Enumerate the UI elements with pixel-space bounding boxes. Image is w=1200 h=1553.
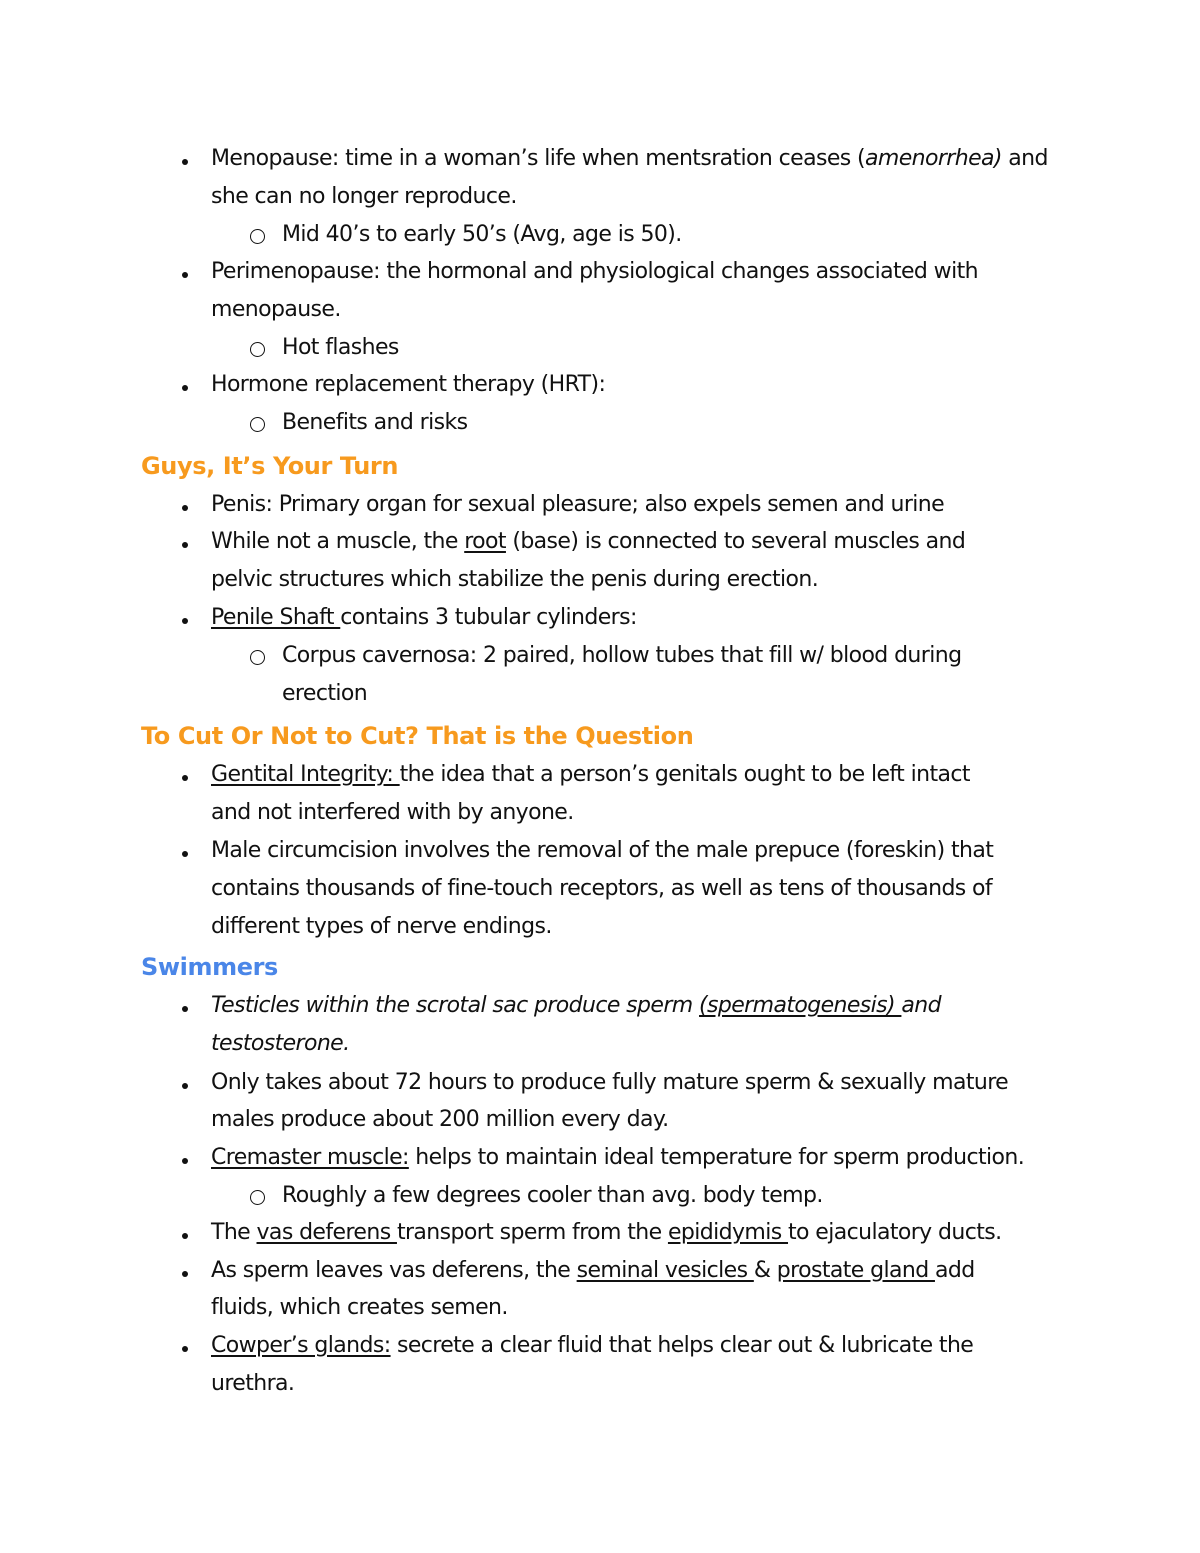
root-post: (base) is connected to several muscles and (505, 529, 966, 554)
cowpers-term: Cowper’s glands: (211, 1333, 391, 1358)
sperm-production-item: Only takes about 72 hours to produce fully mature sperm & sexually mature (211, 1070, 1009, 1095)
penile-shaft-term: Penile Shaft (211, 605, 341, 630)
testicles-line-2: testosterone. (211, 1031, 350, 1056)
bullet-icon (182, 618, 188, 624)
circumcision-item: Male circumcision involves the removal of the male prepuce (foreskin) that (211, 838, 994, 863)
cowpers-item (211, 1327, 973, 1365)
vas-deferens-term: vas deferens (256, 1220, 397, 1245)
bullet-icon (182, 775, 188, 781)
cremaster-item (211, 1139, 1024, 1177)
prostate-gland-term: prostate gland (776, 1258, 935, 1283)
testicles-pre: Testicles within the scrotal sac produce sperm (211, 993, 700, 1018)
cowpers-line-2: urethra. (211, 1371, 295, 1396)
root-item (211, 523, 965, 561)
hot-flashes-subitem: Hot flashes (282, 335, 399, 360)
circle-bullet-icon (250, 1190, 265, 1205)
testicles-post: and (901, 993, 942, 1018)
corpus-cavernosa-subitem: Corpus cavernosa: 2 paired, hollow tubes that fill w/ blood during (282, 643, 962, 668)
section-heading-cut: To Cut Or Not to Cut? That is the Question (141, 722, 694, 750)
genital-integrity-term: Gentital Integrity: (211, 762, 400, 787)
corpus-cavernosa-line-2: erection (282, 681, 368, 706)
genital-integrity-post: the idea that a person’s genitals ought to be left intact (399, 762, 970, 787)
cowpers-post: secrete a clear fluid that helps clear out & lubricate the (390, 1333, 974, 1358)
menopause-line-2: she can no longer reproduce. (211, 184, 517, 209)
bullet-icon (182, 1346, 188, 1352)
genital-integrity-line-2: and not interfered with by anyone. (211, 800, 574, 825)
root-line-2: pelvic structures which stabilize the penis during erection. (211, 567, 819, 592)
root-term: root (464, 529, 506, 554)
circle-bullet-icon (250, 650, 265, 665)
bullet-icon (182, 505, 188, 511)
as-pre: As sperm leaves vas deferens, the (211, 1258, 577, 1283)
menopause-tail: and (1001, 146, 1048, 171)
menopause-age-subitem: Mid 40’s to early 50’s (Avg, age is 50). (282, 222, 682, 247)
genital-integrity-item (211, 756, 970, 794)
seminal-item (211, 1252, 975, 1290)
perimenopause-line-2: menopause. (211, 297, 341, 322)
hrt-item: Hormone replacement therapy (HRT): (211, 372, 606, 397)
penile-shaft-item (211, 599, 637, 637)
vas-pre: The (211, 1220, 257, 1245)
penile-shaft-post: contains 3 tubular cylinders: (340, 605, 637, 630)
as-mid: & (753, 1258, 777, 1283)
bullet-icon (182, 1083, 188, 1089)
benefits-risks-subitem: Benefits and risks (282, 410, 468, 435)
bullet-icon (182, 1158, 188, 1164)
seminal-line-2: fluids, which creates semen. (211, 1295, 508, 1320)
circle-bullet-icon (250, 342, 265, 357)
spermatogenesis-term: (spermatogenesis) (699, 993, 902, 1018)
bullet-icon (182, 1233, 188, 1239)
bullet-icon (182, 542, 188, 548)
bullet-icon (182, 272, 188, 278)
circle-bullet-icon (250, 417, 265, 432)
cremaster-term: Cremaster muscle: (211, 1145, 409, 1170)
cremaster-post: helps to maintain ideal temperature for sperm production. (408, 1145, 1025, 1170)
circle-bullet-icon (250, 229, 265, 244)
circumcision-line-3: different types of nerve endings. (211, 914, 552, 939)
perimenopause-item: Perimenopause: the hormonal and physiological changes associated with (211, 259, 978, 284)
epididymis-term: epididymis (667, 1220, 789, 1245)
menopause-text: Menopause: time in a woman’s life when mentsration ceases ( (211, 146, 866, 171)
bullet-icon (182, 1271, 188, 1277)
penis-item: Penis: Primary organ for sexual pleasure; also expels semen and urine (211, 492, 945, 517)
sperm-production-line-2: males produce about 200 million every day. (211, 1107, 669, 1132)
bullet-icon (182, 1006, 188, 1012)
bullet-icon (182, 385, 188, 391)
bullet-icon (182, 851, 188, 857)
section-heading-swimmers: Swimmers (141, 953, 278, 981)
section-heading-guys: Guys, It’s Your Turn (141, 452, 399, 480)
seminal-vesicles-term: seminal vesicles (576, 1258, 754, 1283)
menopause-item (211, 140, 1048, 178)
amenorrhea-term: amenorrhea) (865, 146, 1002, 171)
root-pre: While not a muscle, the (211, 529, 465, 554)
vas-mid: transport sperm from the (396, 1220, 668, 1245)
as-post: add (934, 1258, 975, 1283)
vas-post: to ejaculatory ducts. (788, 1220, 1002, 1245)
bullet-icon (182, 159, 188, 165)
testicles-item (211, 987, 941, 1025)
temperature-subitem: Roughly a few degrees cooler than avg. body temp. (282, 1183, 823, 1208)
circumcision-line-2: contains thousands of fine-touch receptors, as well as tens of thousands of (211, 876, 993, 901)
vas-deferens-item (211, 1214, 1002, 1252)
